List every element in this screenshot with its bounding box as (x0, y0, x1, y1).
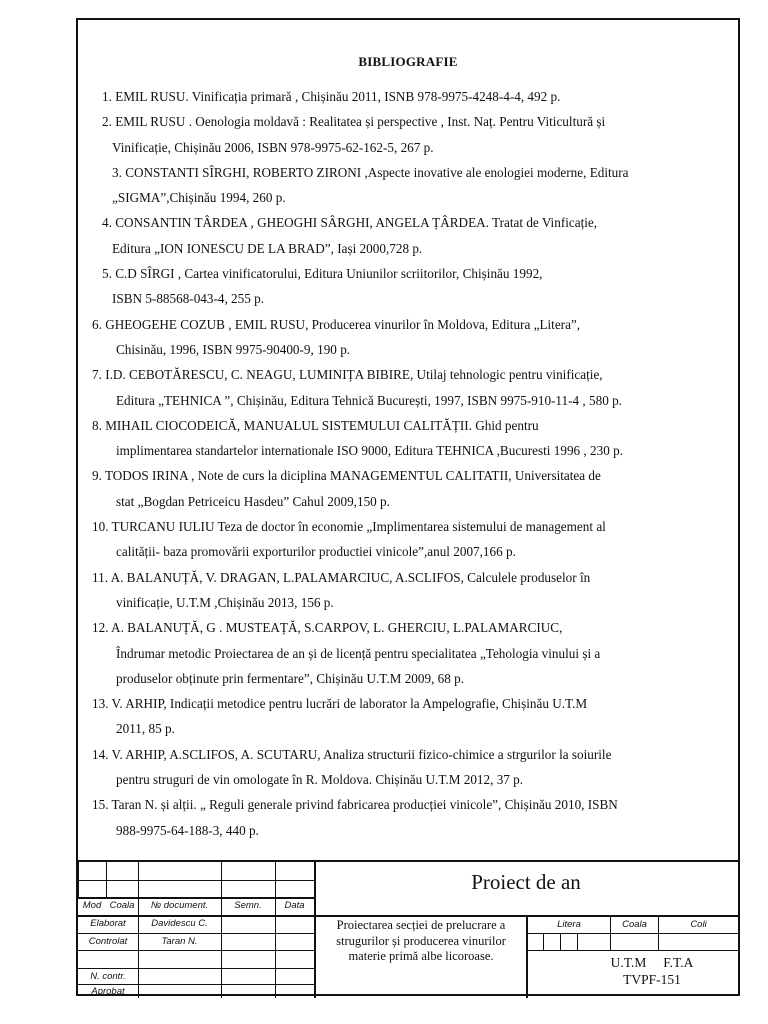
page-title: BIBLIOGRAFIE (358, 54, 458, 69)
entry-line: 15. Taran N. și alții. „ Reguli generale privind fabricarea producției vinicole”, Chișinău 2010, ISBN (92, 797, 618, 813)
entry-line: 1. EMIL RUSU. Vinificația primară , Chișinău 2011, ISNB 978-9975-4248-4-4, 492 p. (102, 89, 561, 104)
title-block (78, 860, 738, 998)
elaborat-label: Elaborat (90, 918, 126, 929)
entry-line: 13. V. ARHIP, Indicații metodice pentru lucrări de laborator la Ampelografie, Chișinău U.T.M (92, 696, 588, 712)
list-item (78, 463, 738, 514)
organization (566, 954, 738, 988)
elaborat-name: Davidescu C. (151, 918, 208, 929)
list-item (78, 565, 738, 616)
header-document: № document. (150, 900, 209, 911)
bibliography-list (78, 84, 738, 843)
list-item (78, 109, 738, 160)
entry-line: stat „Bogdan Petriceicu Hasdeu” Cahul 2009,150 p. (116, 493, 390, 509)
entry-line: pentru struguri de vin omologate în R. Moldova. Chișinău U.T.M 2012, 37 p. (116, 772, 524, 788)
list-item (78, 84, 738, 109)
entry-line: Vinificație, Chișinău 2006, ISBN 978-9975-62-162-5, 267 p. (112, 139, 434, 155)
list-item (78, 312, 738, 363)
entry-line: 14. V. ARHIP, A.SCLIFOS, A. SCUTARU, Analiza structurii fizico-chimice a strgurilor la soiurile (92, 746, 612, 762)
list-item (78, 362, 738, 413)
header-coala: Coala (109, 900, 135, 911)
project-title: Proiect de an (471, 870, 581, 894)
header-mod: Mod (82, 900, 102, 911)
entry-line: Editura „ION IONESCU DE LA BRAD”, Iași 2000,728 p. (112, 240, 423, 256)
controlat-name: Taran N. (161, 936, 198, 947)
entry-line: 9. TODOS IRINA , Note de curs la diciplina MANAGEMENTUL CALITATII, Universitatea de (92, 468, 601, 484)
header-semn: Semn. (234, 900, 262, 911)
entry-line: 4. CONSANTIN TÂRDEA , GHEOGHI SÂRGHI, ANGELA ȚÂRDEA. Tratat de Vinficație, (102, 215, 598, 231)
list-item (78, 742, 738, 793)
entry-line: 3. CONSTANTI SÎRGHI, ROBERTO ZIRONI ,Aspecte inovative ale enologiei moderne, Editura (112, 164, 629, 180)
list-item (78, 210, 738, 261)
entry-line: 7. I.D. CEBOTĂRESCU, C. NEAGU, LUMINIȚA BIBIRE, Utilaj tehnologic pentru vinificație, (92, 367, 603, 383)
entry-line: Chisinău, 1996, ISBN 9975-90400-9, 190 p. (116, 341, 351, 357)
entry-line: 10. TURCANU IULIU Teza de doctor în economie „Implimentarea sistemului de management al (92, 519, 606, 535)
list-item (78, 615, 738, 691)
coli-label: Coli (690, 919, 707, 930)
entry-line: „SIGMA”,Chișinău 1994, 260 p. (112, 190, 286, 206)
entry-line: Îndrumar metodic Proiectarea de an și de licență pentru specialitatea „Tehologia vinului și a (116, 645, 601, 661)
list-item (78, 792, 738, 843)
entry-line: 2011, 85 p. (116, 721, 175, 737)
ncontr-label: N. contr. (90, 971, 126, 982)
list-item (78, 413, 738, 464)
entry-line: produselor obținute prin fermentare”, Chișinău U.T.M 2009, 68 p. (116, 670, 465, 686)
entry-line: ISBN 5-88568-043-4, 255 p. (112, 291, 265, 307)
coala-label: Coala (622, 919, 647, 930)
page-frame (76, 18, 740, 996)
list-item (78, 514, 738, 565)
entry-line: vinificație, U.T.M ,Chișinău 2013, 156 p. (116, 594, 334, 610)
aprobat-label: Aprobat (91, 986, 125, 997)
entry-line: 12. A. BALANUȚĂ, G . MUSTEAȚĂ, S.CARPOV, L. GHERCIU, L.PALAMARCIUC, (92, 620, 563, 636)
entry-line: 6. GHEOGEHE COZUB , EMIL RUSU, Producerea vinurilor în Moldova, Editura „Litera”, (92, 316, 581, 332)
list-item (78, 691, 738, 742)
list-item (78, 160, 738, 211)
header-data: Data (284, 900, 305, 911)
entry-line: implimentarea standartelor internationale ISO 9000, Editura TEHNICA ,Bucuresti 1996 , 230 p. (116, 443, 623, 459)
organization-line2: TVPF-151 (623, 972, 681, 987)
list-item (78, 261, 738, 312)
organization-line1: U.T.M F.T.A (610, 955, 694, 970)
entry-line: 5. C.D SÎRGI , Cartea vinificatorului, Editura Uniunilor scriitorilor, Chișinău 1992, (102, 266, 543, 282)
entry-line: 8. MIHAIL CIOCODEICĂ, MANUALUL SISTEMULUI CALITĂȚII. Ghid pentru (92, 417, 539, 433)
controlat-label: Controlat (88, 936, 128, 947)
entry-line: calității- baza promovării exporturilor productiei vinicole”,anul 2007,166 p. (116, 544, 516, 560)
entry-line: 988-9975-64-188-3, 440 p. (116, 822, 259, 838)
entry-line: Editura „TEHNICA ”, Chișinău, Editura Tehnică București, 1997, ISBN 9975-910-11-4 , 580 p. (116, 392, 622, 408)
entry-line: 2. EMIL RUSU . Oenologia moldavă : Realitatea și perspective , Inst. Naț. Pentru Viticultură și (102, 114, 606, 130)
litera-label: Litera (557, 919, 581, 930)
project-description: Proiectarea secției de prelucrare a strugurilor și producerea vinurilor materie primă albe licoroase. (336, 918, 506, 963)
entry-line: 11. A. BALANUȚĂ, V. DRAGAN, L.PALAMARCIUC, A.SCLIFOS, Calculele produselor în (92, 569, 591, 585)
